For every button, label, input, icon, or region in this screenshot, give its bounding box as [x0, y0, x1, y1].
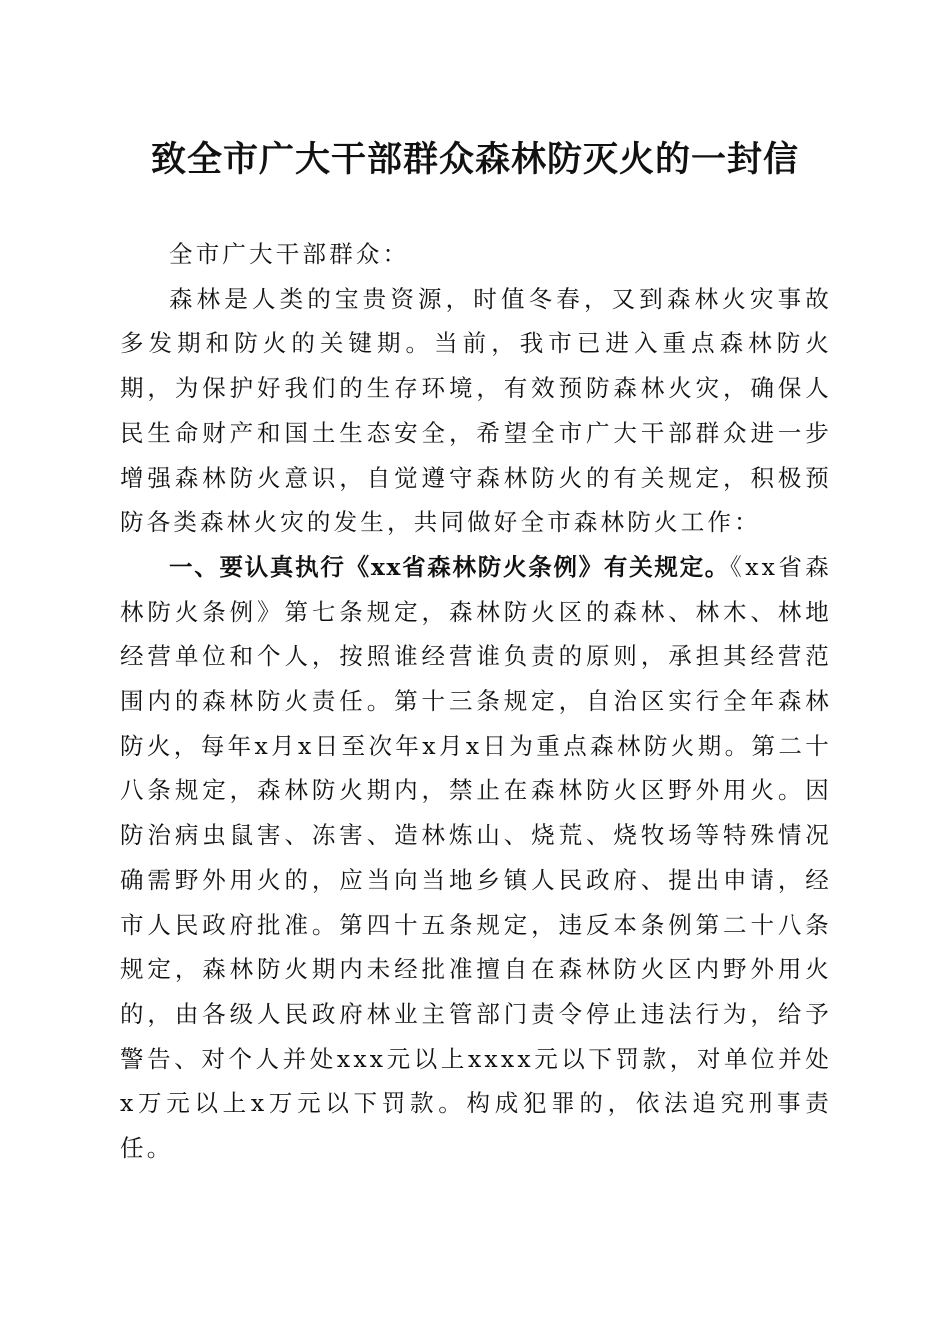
document-title: 致全市广大干部群众森林防灭火的一封信 [150, 139, 799, 180]
intro-paragraph: 森林是人类的宝贵资源，时值冬春，又到森林火灾事故多发期和防火的关键期。当前，我市已进入重点森林防火期，为保护好我们的生存环境，有效预防森林火灾，确保人民生命财产和国土生态安全，希望全市广大干部群众进一步增强森林防火意识，自觉遵守森林防火的有关规定，积极预防各类森林火灾的发生，共同做好全市森林防火工作： [120, 284, 832, 537]
salutation: 全市广大干部群众： [169, 240, 410, 268]
section-one-heading: 一、要认真执行《xx省森林防火条例》有关规定。 [169, 552, 731, 581]
section-one-paragraph [120, 545, 832, 1171]
section-one-body: 《xx省森林防火条例》第七条规定，森林防火区的森林、林木、林地经营单位和个人，按照谁经营谁负责的原则，承担其经营范围内的森林防火责任。第十三条规定，自治区实行全年森林防火，每年x月x日至次年x月x日为重点森林防火期。第二十八条规定，森林防火期内，禁止在森林防火区野外用火。因防治病虫鼠害、冻害、造林炼山、烧荒、烧牧场等特殊情况确需野外用火的，应当向当地乡镇人民政府、提出申请，经市人民政府批准。第四十五条规定，违反本条例第二十八条规定，森林防火期内未经批准擅自在森林防火区内野外用火的，由各级人民政府林业主管部门责令停止违法行为，给予警告、对个人并处xxx元以上xxxx元以下罚款，对单位并处x万元以上x万元以下罚款。构成犯罪的，依法追究刑事责任。 [120, 552, 832, 1163]
letter-body [120, 232, 832, 1171]
